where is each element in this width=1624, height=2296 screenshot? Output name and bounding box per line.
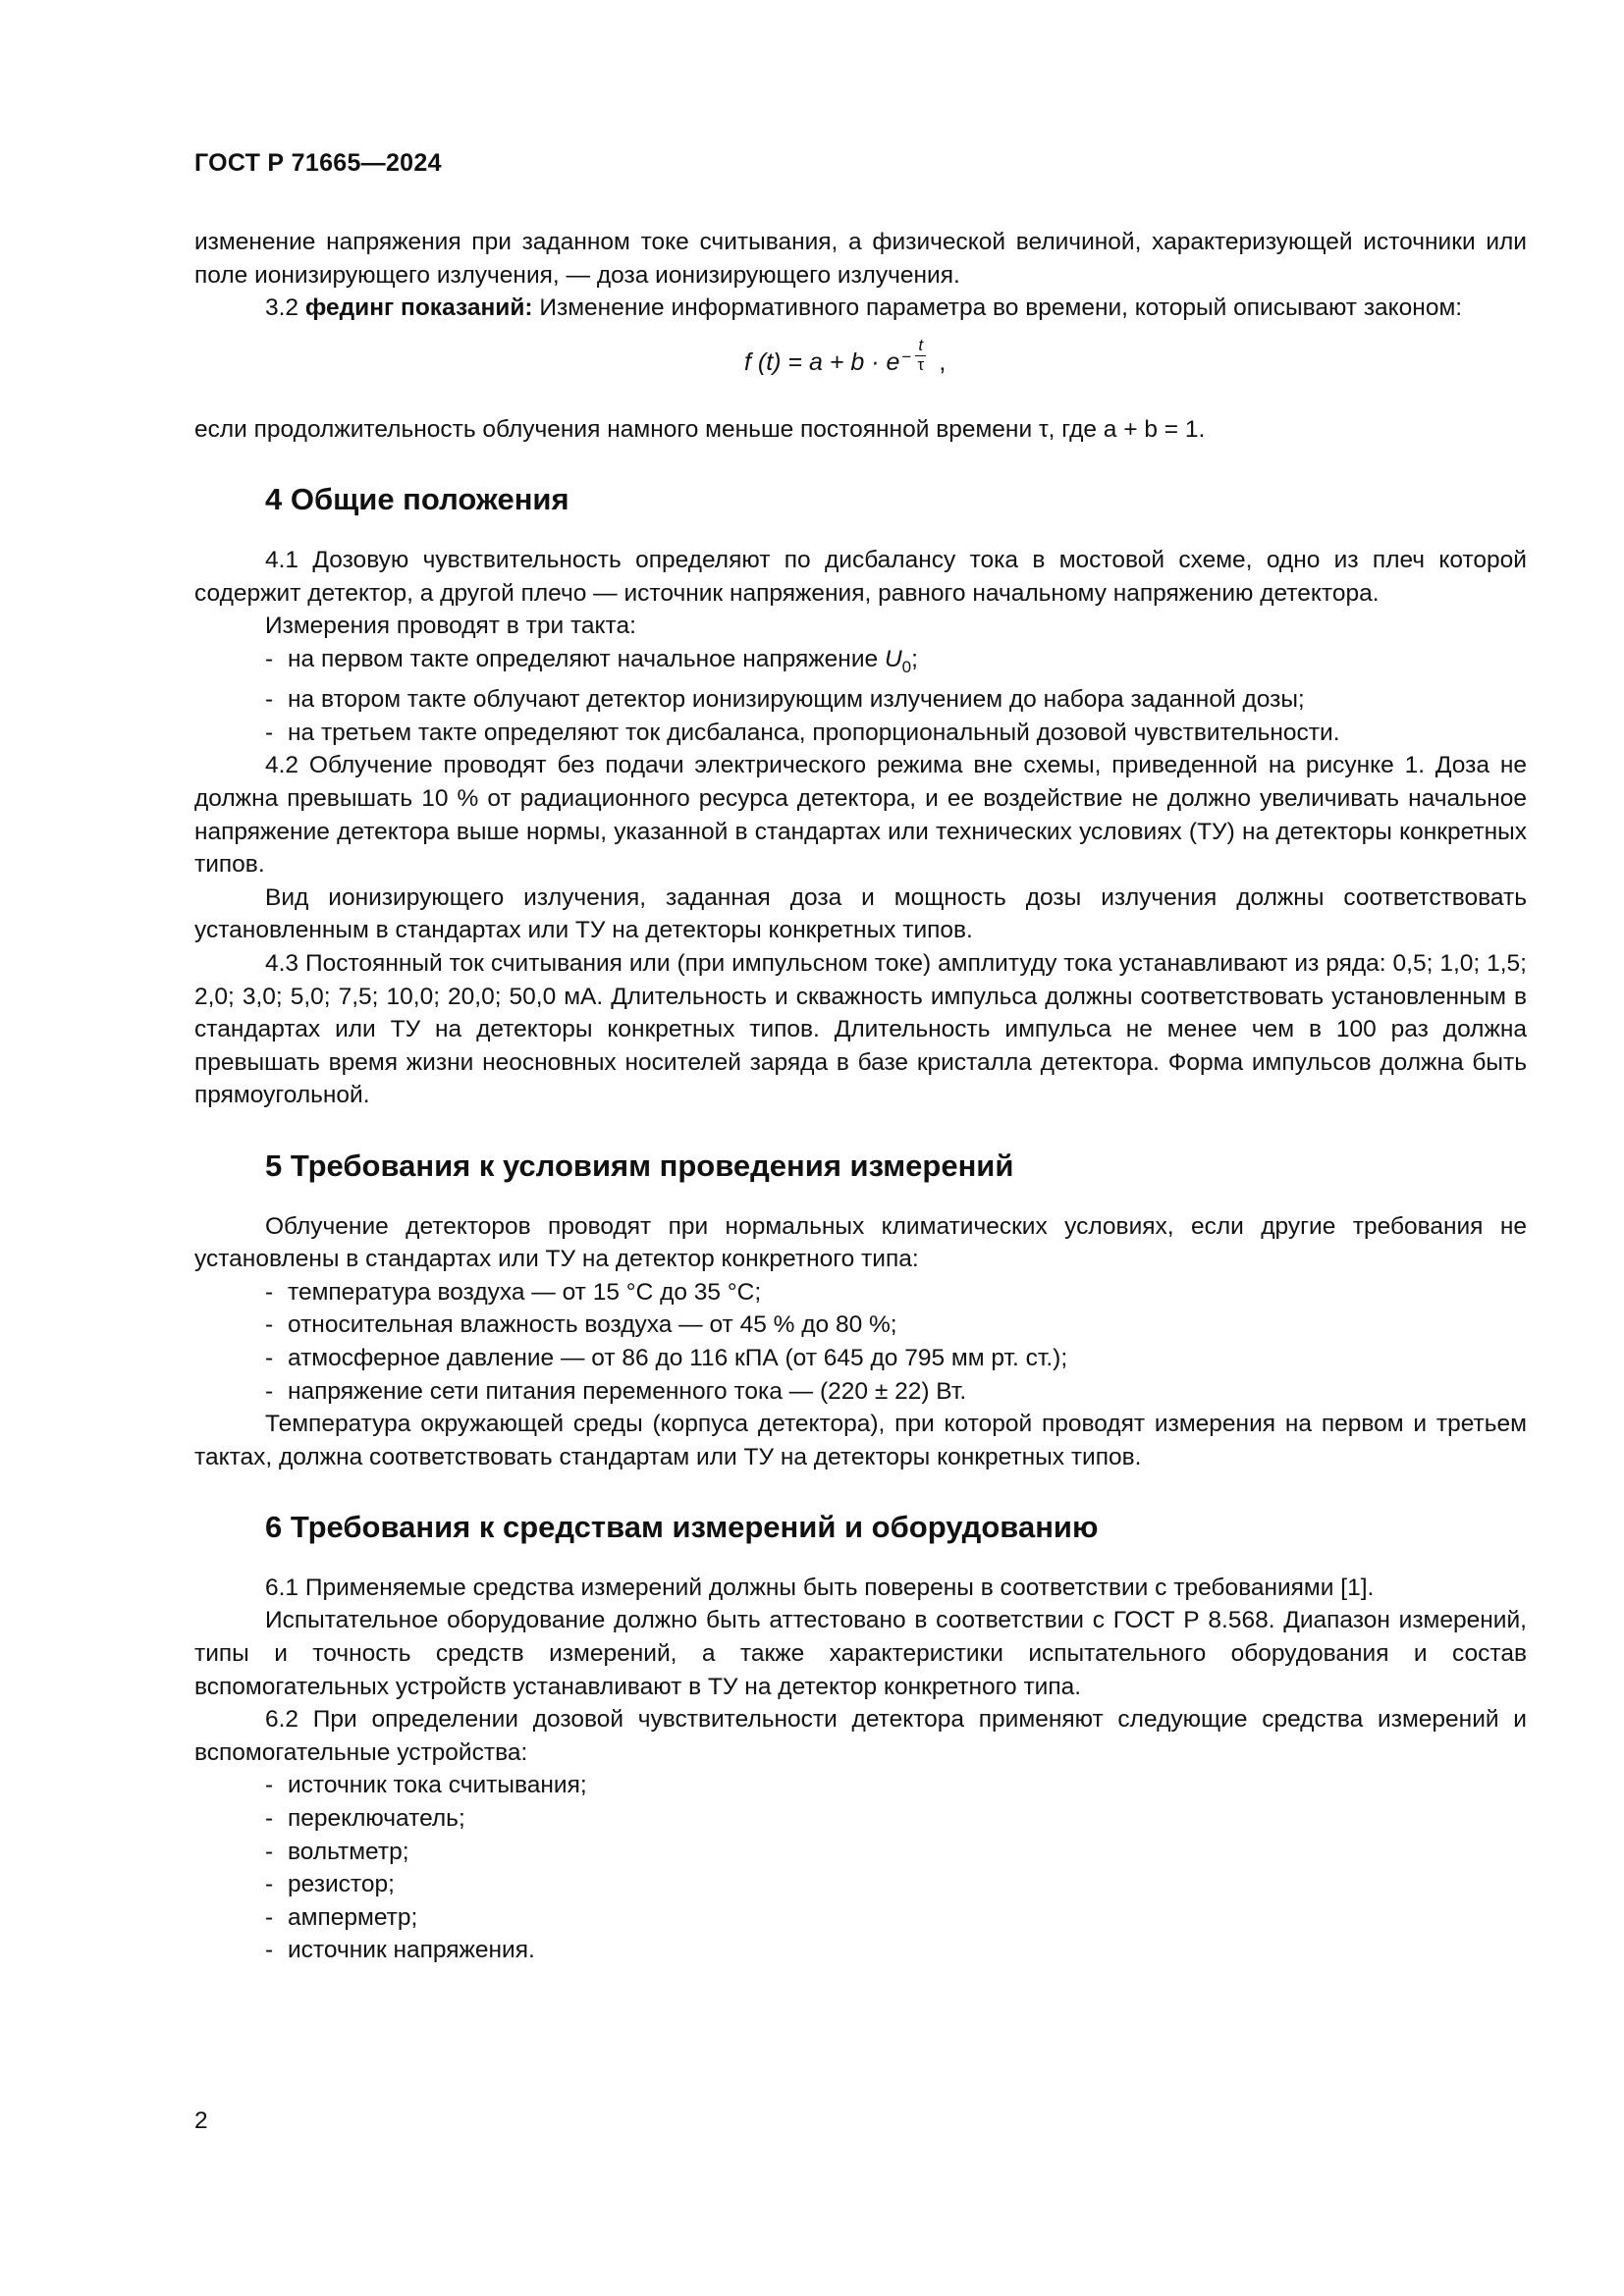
page-body [194,226,1527,1967]
list-item: - резистор; [265,1868,1527,1901]
page-number: 2 [194,2108,208,2134]
list-item: - температура воздуха — от 15 °С до 35 °С; [265,1276,1527,1309]
measure-steps-list [194,643,1527,750]
fading-formula [194,325,1527,413]
definition-number: 3.2 [265,294,299,322]
formula-exp-denominator: τ [917,354,925,374]
paragraph-6-1: 6.1 Применяемые средства измерений должны быть поверены в соответствии с требованиями [1]. [265,1574,1375,1601]
document-header: ГОСТ Р 71665—2024 [194,149,442,177]
section-6-title: 6 Требования к средствам измерений и оборудованию [265,1510,1099,1545]
list-item: - на третьем такте определяют ток дисбаланса, пропорциональный дозовой чувствительности. [265,717,1527,750]
list-item: - переключатель; [265,1802,1527,1836]
formula-explanation: если продолжительность облучения намного меньше постоянной времени τ, где a + b = 1. [194,415,1206,443]
formula-exponent [899,335,939,374]
definition-text: Изменение информативного параметра во времени, который описывают законом: [539,294,1463,322]
list-item: - источник тока считывания; [265,1769,1527,1802]
formula-comma: , [939,347,947,376]
paragraph-6-2: 6.2 При определении дозовой чувствительности детектора применяют следующие средства измерений и вспомогательные устройства: [194,1706,1527,1766]
list-item: - источник напряжения. [265,1934,1527,1967]
paragraph-radiation-type: Вид ионизирующего излучения, заданная доза и мощность дозы излучения должны соответствовать установленным в стандартах или ТУ на детекторы конкретных типов. [194,883,1527,944]
formula-exp-numerator: t [918,335,924,354]
section-4-title: 4 Общие положения [265,482,569,517]
list-item: - атмосферное давление — от 86 до 116 кПА (от 645 до 795 мм рт. ст.); [265,1342,1527,1375]
step-1-text: на первом такте определяют начальное напряжение $U_0$; [288,645,918,676]
section-5-title: 5 Требования к условиям проведения измерений [265,1148,1014,1183]
paragraph-5-intro: Облучение детекторов проводят при нормальных климатических условиях, если другие требования не установлены в стандартах или ТУ на детектор конкретного типа: [194,1212,1527,1273]
definition-term: фединг показаний: [304,294,533,322]
list-item [265,643,1527,683]
list-item: - на втором такте облучают детектор ионизирующим излучением до набора заданной дозы; [265,683,1527,717]
definition-fading [194,292,1527,325]
paragraph-4-3: 4.3 Постоянный ток считывания или (при импульсном токе) амплитуду тока устанавливают из ряда: 0,5; 1,0; 1,5; 2,0; 3,0; 5,0; 7,5; 10,0; 20,0; 50,0 мА. Длительность и скважность импульса должны соответствовать установленным в стандартах или ТУ на детекторы конкретных типов. Длительность импульса не менее чем в 100 раз должна превышать время жизни неосновных носителей заряда в базе кристалла детектора. Форма импульсов должна быть прямоугольной. [194,949,1527,1109]
formula-left: f (t) = a + b · e [744,347,900,376]
paragraph-measure-steps: Измерения проводят в три такта: [265,613,636,640]
instruments-list [194,1769,1527,1967]
formula-exp-minus: − [901,347,912,366]
list-item: - относительная влажность воздуха — от 45 % до 80 %; [265,1308,1527,1342]
list-item: - амперметр; [265,1901,1527,1935]
paragraph-4-1: 4.1 Дозовую чувствительность определяют по дисбалансу тока в мостовой схеме, одно из плеч которой содержит детектор, а другой плечо — источник напряжения, равного начальному напряжению детектора. [194,546,1527,607]
conditions-list [194,1276,1527,1408]
intro-paragraph: изменение напряжения при заданном токе считывания, а физической величиной, характеризующей источники или поле ионизирующего излучения, — доза ионизирующего излучения. [194,229,1527,289]
list-item: - напряжение сети питания переменного тока — (220 ± 22) Вт. [265,1375,1527,1409]
paragraph-5-temperature: Температура окружающей среды (корпуса детектора), при которой проводят измерения на первом и третьем тактах, должна соответствовать стандартам или ТУ на детекторы конкретных типов. [194,1411,1527,1470]
list-item: - вольтметр; [265,1836,1527,1869]
paragraph-6-equipment: Испытательное оборудование должно быть аттестовано в соответствии с ГОСТ Р 8.568. Диапазон измерений, типы и точность средств измерений, а также характеристики испытательного оборудования и состав вспомогательных устройств устанавливают в ТУ на детектор конкретного типа. [194,1607,1527,1700]
paragraph-4-2: 4.2 Облучение проводят без подачи электрического режима вне схемы, приведенной на рисунке 1. Доза не должна превышать 10 % от радиационного ресурса детектора, и ее воздействие не должно увеличивать начальное напряжение детектора выше нормы, указанной в стандартах или технических условиях (ТУ) на детекторы конкретных типов. [194,752,1527,879]
